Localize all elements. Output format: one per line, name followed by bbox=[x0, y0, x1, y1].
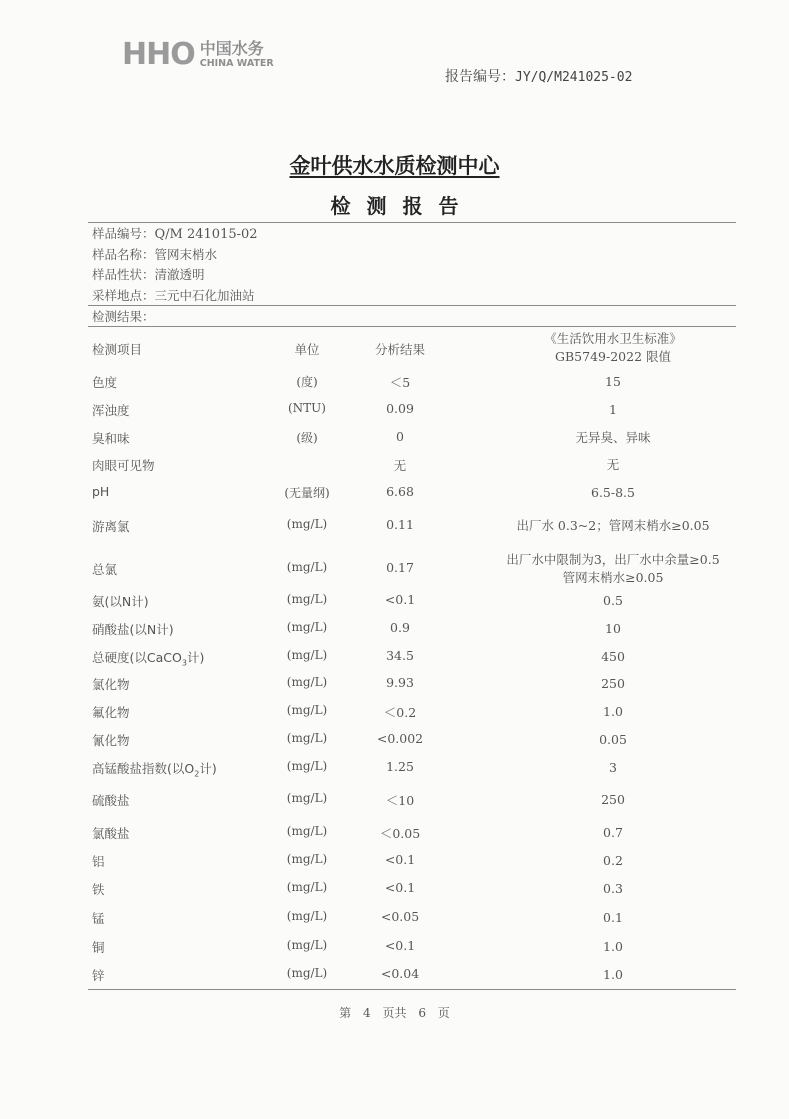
report-number-label: 报告编号： bbox=[445, 69, 515, 85]
header-limit: 《生活饮用水卫生标准》 GB5749-2022 限值 bbox=[544, 331, 682, 364]
divider bbox=[88, 222, 736, 223]
sample-name: 样品名称：管网末梢水 bbox=[92, 247, 218, 262]
logo-mark: HHO bbox=[122, 37, 195, 72]
header-unit: 单位 bbox=[294, 342, 320, 357]
report-subtitle: 检测报告 bbox=[330, 194, 475, 218]
sample-appearance: 样品性状：清澈透明 bbox=[92, 267, 205, 282]
page-total: 6 bbox=[418, 1006, 426, 1020]
divider bbox=[88, 989, 736, 990]
logo-english: CHINA WATER bbox=[199, 58, 274, 70]
page-footer: 第 4 页共 6 页 bbox=[339, 1006, 450, 1020]
report-number bbox=[445, 66, 632, 86]
page-current: 4 bbox=[363, 1006, 371, 1020]
divider bbox=[88, 305, 736, 306]
company-logo bbox=[122, 37, 274, 72]
report-title: 金叶供水水质检测中心 bbox=[289, 154, 500, 178]
results-label: 检测结果： bbox=[92, 309, 155, 324]
header-item: 检测项目 bbox=[92, 342, 143, 357]
sampling-location: 采样地点：三元中石化加油站 bbox=[92, 288, 255, 303]
sample-id: 样品编号：Q/M 241015-02 bbox=[92, 226, 258, 242]
logo-text bbox=[200, 41, 274, 69]
report-number-value: JY/Q/M241025-02 bbox=[515, 70, 633, 85]
divider bbox=[88, 326, 736, 327]
report-page: HHO 中国水务 CHINA WATER 报告编号：JY/Q/M241025-02 金叶供水水质检测中心 检测报告 样品编号：Q/M 241015-02 样品名称：管网末梢水 样品性状：清澈透明 采样地点：三元中石化加油站 检测结果： 检测项目 单位 分析结果 《生活饮用水卫生标准》 GB5749-2022 限值 色度 (度) ＜5 15 浑浊度 (NTU) 0.09 1 臭和味 (级) 0 无异臭、异味 肉眼可见物 无 无 pH (无量纲) 6.68 6.5-8.5 游离氯 (mg/L) 0.11 出厂水 0.3~2；管网末梢水≥0.05 总氯 (mg/L) 0.17 出厂水中限制为3，出厂水中余量≥0.5 管网末梢水≥0.05 氨(以N计) (mg/L) <0.1 0.5 硝酸盐(以N计) (mg/L) 0.9 10 总硬度(以CaCO$_3$计) (mg/L) 34.5 450 氯化物 (mg/L) 9.93 250 氟化物 (mg/L) ＜0.2 1.0 氰化物 (mg/L) <0.002 0.05 高锰酸盐指数(以$O_2$计) (mg/L) 1.25 3 硫酸盐 (mg/L) ＜10 250 氯酸盐 (mg/L) ＜0.05 0.7 铝 (mg/L) <0.1 0.2 铁 (mg/L) <0.1 0.3 锰 (mg/L) <0.05 0.1 铜 (mg/L) <0.1 1.0 锌 (mg/L) <0.04 1.0 第 4 页共 6 页 bbox=[0, 0, 789, 1119]
logo-chinese: 中国水务 bbox=[199, 39, 264, 59]
header-result: 分析结果 bbox=[374, 342, 425, 357]
